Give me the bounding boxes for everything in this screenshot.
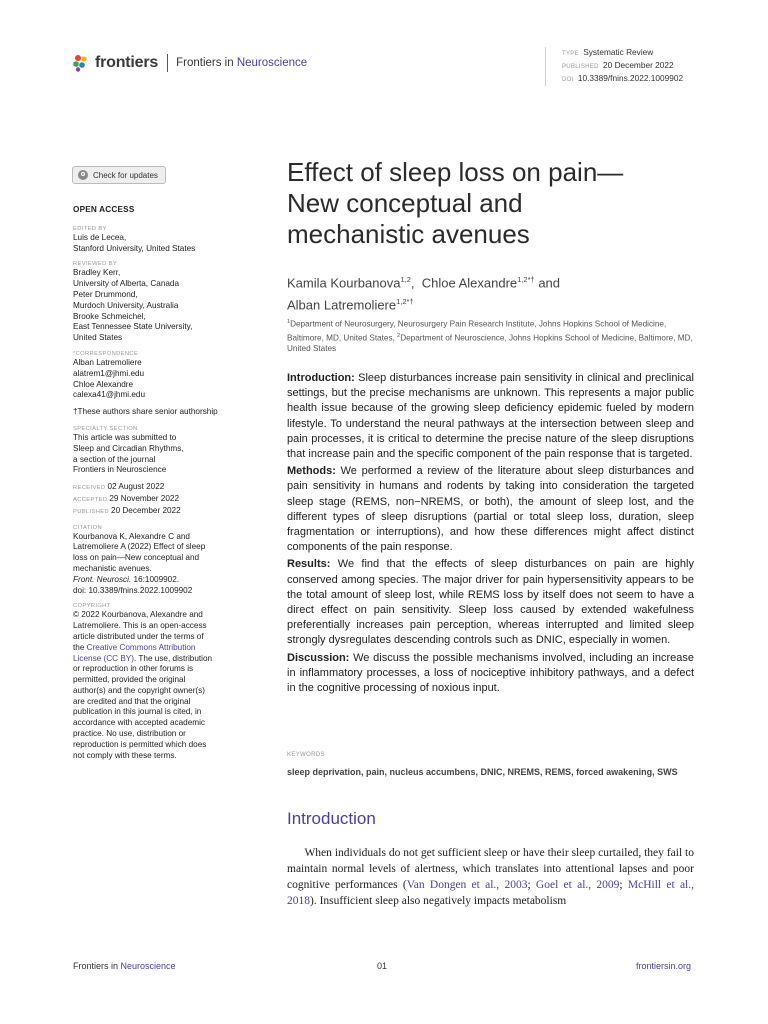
keywords: sleep deprivation, pain, nucleus accumbens, DNIC, NREMS, REMS, forced awakening, SWS [287,767,678,777]
reviewer-line: Bradley Kerr, [73,268,121,278]
abstract-section-text: We performed a review of the literature about sleep disturbances and pain sensitivity in humans and rodents by taking into consideration the targeted sleep stage (REMS, non−NREMS, or both), the amount of sleep lost, and the different types of sleep disruptions (partial or total sleep loss, duration, sleep fragmentation or interruptions), and how these differences might affect distinct components of the pain response. [287,465,694,554]
copyright-line: author(s) and the copyright owner(s) [73,685,205,695]
copyright-line: © 2022 Kourbanova, Alexandre and [73,610,203,620]
reviewer-line: Murdoch University, Australia [73,300,179,310]
date-key: PUBLISHED [73,508,110,515]
body-text: ). Insufficient sleep also negatively impacts metabolism [310,895,567,907]
specialty-section [73,425,243,476]
reviewer-line: Brooke Schmeichel, [73,311,146,321]
copyright-text: . The use, distribution [133,653,213,663]
meta-type-value: Systematic Review [583,47,654,57]
abstract-section-text: We find that the effects of sleep disturbances on pain are highly conserved among species. The major driver for pain hypersensitivity appears to be the total amount of sleep lost, while REMS loss by itself does not seem to have a direct effect on pain sensitivity. Sleep loss caused by extended wakefulness preferentially increases pain perception, whereas interrupted and limited sleep strongly dysregulates descending controls such as DNIC, especially in women. [287,558,694,647]
footer-site-link[interactable]: frontiersin.org [636,961,692,971]
sidebar-info [73,205,243,767]
citation-line: Latremoliere A (2022) Effect of sleep [73,542,206,552]
citation-section [73,524,243,597]
copyright-text: the [73,642,87,652]
date-key: ACCEPTED [73,496,108,503]
reference-link[interactable]: Goel et al., 2009 [535,879,620,891]
author-affiliation-sup: 1,2 [400,275,411,284]
journal-logo[interactable] [72,53,307,73]
copyright-label: COPYRIGHT [73,603,111,610]
reviewer-line: Peter Drummond, [73,289,138,299]
frontiers-logo-icon [72,54,90,72]
meta-type-key: TYPE [562,51,579,57]
author-name[interactable]: Alban Latremoliere [287,297,397,313]
reviewer-line: United States [73,333,123,343]
correspondent-name: Alban Latremoliere [73,357,142,367]
author-name[interactable]: Chloe Alexandre [421,275,518,291]
reviewed-by-label: REVIEWED BY [73,261,118,268]
copyright-line: permitted, provided the original [73,675,186,685]
keywords-label: KEYWORDS [287,752,325,758]
correspondence-section [73,350,243,401]
article-meta [545,47,683,86]
specialty-line: This article was submitted to [73,432,177,442]
copyright-line: are credited and that the original [73,696,191,706]
reference-link[interactable]: McHill et al., 2018 [287,879,694,907]
citation-line: mechanistic avenues. [73,563,152,573]
edited-by-label: EDITED BY [73,225,107,232]
correspondent-name: Chloe Alexandre [73,379,134,389]
citation-journal-line [73,575,243,586]
copyright-line [73,643,243,654]
abstract-results [287,557,694,648]
open-access-label: OPEN ACCESS [73,205,135,214]
abstract [287,371,694,698]
senior-author-note: †These authors share senior authorship [73,407,218,417]
copyright-line: article distributed under the terms of [73,631,204,641]
date-key: RECEIVED [73,485,106,492]
specialty-line: Frontiers in Neuroscience [73,465,167,475]
citation-line: Kourbanova K, Alexandre C and [73,531,190,541]
introduction-paragraph [287,845,694,909]
page-number: 01 [377,961,388,971]
abstract-section-label: Results: [287,558,331,571]
abstract-section-label: Methods: [287,465,336,478]
meta-doi[interactable] [562,73,683,86]
correspondent-email[interactable]: alatrem1@jhmi.edu [73,368,145,378]
abstract-introduction [287,371,694,462]
update-icon [78,170,88,180]
citation-volume: 16:1009902. [131,574,180,584]
footer-journal-accent: Neuroscience [120,961,176,971]
date-value: 20 December 2022 [111,505,181,515]
specialty-line: a section of the journal [73,454,156,464]
copyright-line: reproduction is permitted which does [73,739,207,749]
license-link[interactable]: License (CC BY) [73,653,134,663]
abstract-discussion [287,651,694,697]
date-accepted [73,494,243,506]
license-link[interactable]: Creative Commons Attribution [86,642,196,652]
citation-label: CITATION [73,524,102,531]
affiliation-text: Department of Neuroscience, Johns Hopkins School of Medicine, Baltimore, MD, United States [287,333,693,354]
author-affiliation-sup: 1,2*† [396,297,414,307]
abstract-methods [287,464,694,555]
citation-line: loss on pain—New conceptual and [73,553,200,563]
brand-name: frontiers [95,54,159,71]
logo-divider [167,54,168,72]
reviewer-line: East Tennessee State University, [73,322,193,332]
author-list: Kamila Kourbanova$^{1,2}$, Chloe Alexandre$^{1,2*\dagger}$ and Alban Latremoliere$^{1,2*\dagger}$ [287,275,561,313]
journal-prefix: Frontiers in [176,57,237,69]
correspondence-label: *CORRESPONDENCE [73,350,139,357]
body-text: When individuals do not get sufficient sleep or have their sleep curtailed, they fail to maintain normal levels of alertness, which translates into attentional lapses and poor cognitive performances ( [287,847,694,891]
copyright-line: publication in this journal is cited, in [73,707,202,717]
copyright-line [73,654,243,665]
footer-journal-prefix: Frontiers in [73,961,121,971]
check-for-updates-label: Check for updates [93,170,158,180]
author-name[interactable]: Kamila Kourbanova [287,275,401,291]
date-published [73,506,243,518]
copyright-line: Latremoliere. This is an open-access [73,621,207,631]
footer-journal[interactable] [73,961,176,971]
check-for-updates-button[interactable] [72,166,166,184]
meta-published-key: PUBLISHED [562,64,599,70]
article-title: Effect of sleep loss on pain—New conceptual and mechanistic avenues [287,157,624,249]
meta-doi-value[interactable]: 10.3389/fnins.2022.1009902 [577,73,684,83]
author-affiliation-sup: 1,2*† [517,275,535,284]
citation-journal: Front. Neurosci. [73,574,132,584]
date-value: 29 November 2022 [109,493,180,503]
author-conjunction: and [538,275,561,291]
correspondent-email[interactable]: calexa41@jhmi.edu [73,390,146,400]
affiliation-number: 2 [397,332,401,339]
copyright-line: or reproduction in other forums is [73,664,194,674]
affiliations [287,317,697,355]
abstract-section-label: Discussion: [287,651,350,664]
meta-published [562,60,683,73]
edited-by-section [73,225,243,255]
citation-doi[interactable]: doi: 10.3389/fnins.2022.1009902 [73,585,193,595]
copyright-line: not comply with these terms. [73,750,177,760]
date-value: 02 August 2022 [107,482,165,492]
meta-published-value: 20 December 2022 [603,60,674,70]
meta-doi-key: DOI [562,77,574,83]
copyright-line: practice. No use, distribution or [73,729,186,739]
editor-line: Luis de Lecea, [73,232,127,242]
dates-section [73,482,243,517]
body-text: ; [527,879,536,891]
copyright-line: accordance with accepted academic [73,718,205,728]
specialty-label: SPECIALTY SECTION [73,425,138,432]
meta-type [562,47,683,60]
specialty-line: Sleep and Circadian Rhythms, [73,443,184,453]
body-text: ; [619,879,628,891]
abstract-section-text: Sleep disturbances increase pain sensitivity in clinical and preclinical settings, but the precise mechanisms are unknown. This represents a major public health issue because of the growing sleep deficiency epidemic fueled by modern lifestyle. To understand the neural pathways at the intersection between sleep and pain processes, it is critical to determine the precise nature of the sleep disruptions that increase pain and the specific component of the pain response that is targeted. [287,372,694,461]
copyright-section [73,602,243,761]
section-heading-introduction: Introduction [287,809,376,828]
reference-link[interactable]: Van Dongen et al., 2003 [406,879,528,891]
abstract-section-label: Introduction: [287,372,355,384]
affiliation-number: 1 [287,319,291,325]
reviewed-by-section [73,260,243,344]
date-received [73,482,243,494]
journal-name [176,57,307,69]
affiliation-text: Department of Neurosurgery, Neurosurgery Pain Research Institute, Johns Hopkins School of Medicine, Baltimore, MD, United States, [287,319,667,343]
abstract-section-text: We discuss the possible mechanisms involved, including an increase in inflammatory processes, a loss of nociceptive inhibitory pathways, and a defect in the cognitive processing of noxious input. [287,651,694,695]
editor-line: Stanford University, United States [73,243,196,253]
reviewer-line: University of Alberta, Canada [73,279,180,289]
journal-accent: Neuroscience [236,57,308,69]
